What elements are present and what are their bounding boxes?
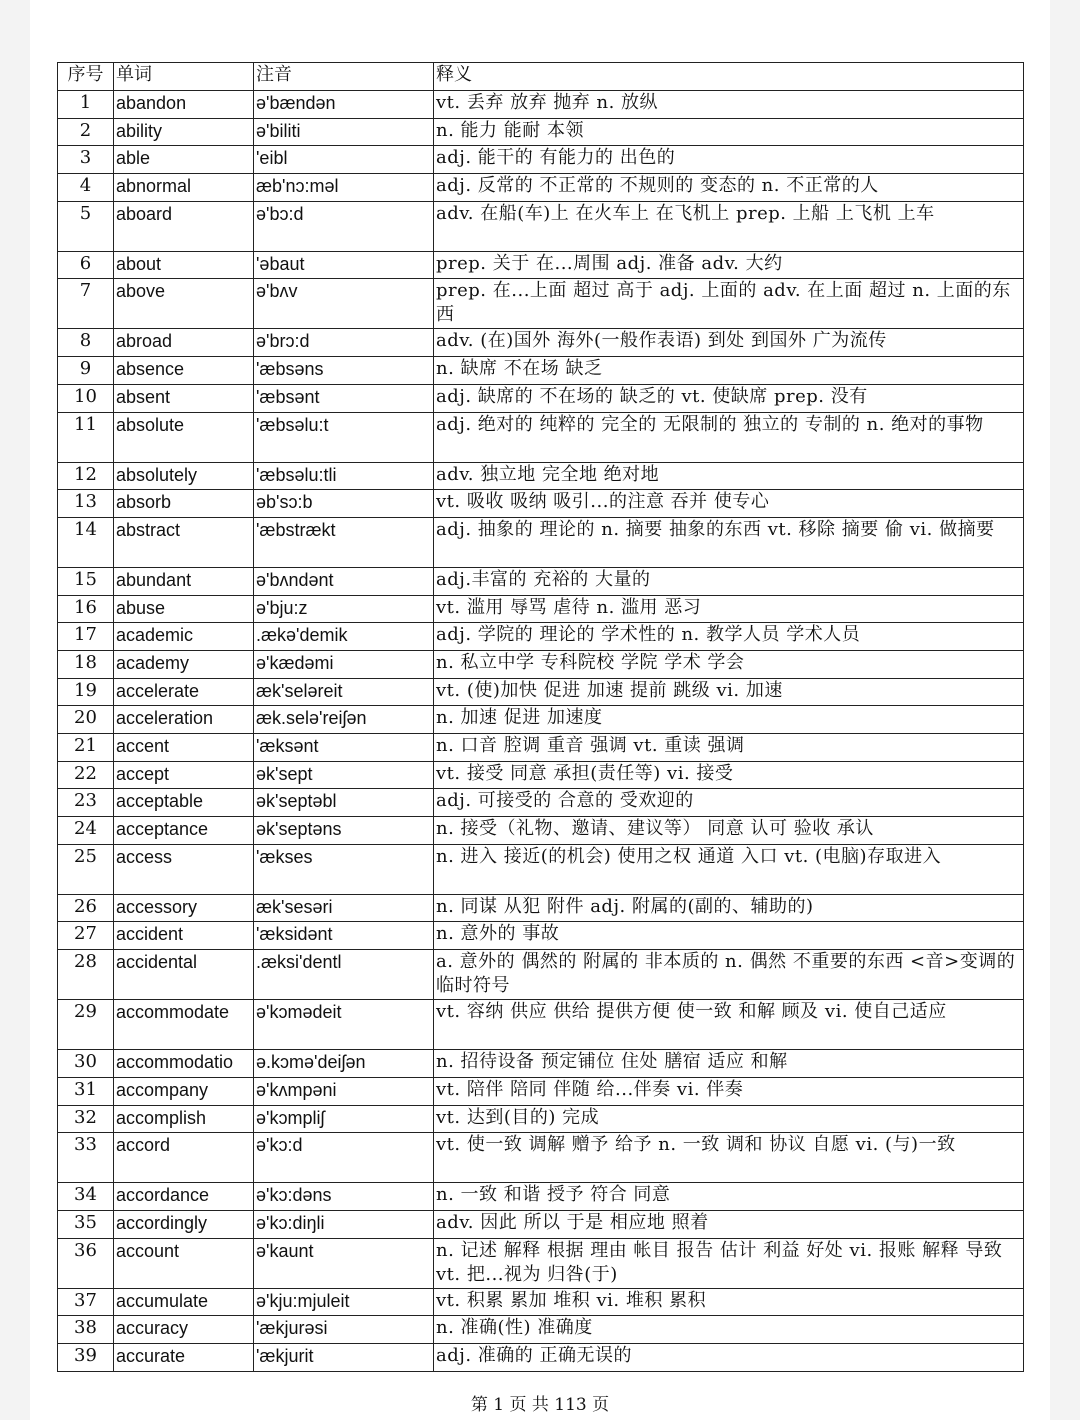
row-definition: n. 记述 解释 根据 理由 帐目 报告 估计 利益 好处 vi. 报账 解释 导致 vt. 把...视为 归咎(于) [434, 1238, 1024, 1288]
row-word: absolutely [114, 462, 254, 490]
row-phonetic: ə.kɔmə'deiʃən [254, 1050, 434, 1078]
row-phonetic: 'æbsəlu:t [254, 412, 434, 462]
row-number: 36 [58, 1238, 114, 1288]
row-word: abstract [114, 517, 254, 567]
row-number: 22 [58, 761, 114, 789]
table-row [58, 357, 1024, 385]
row-word: absence [114, 357, 254, 385]
table-row [58, 567, 1024, 595]
table-row [58, 384, 1024, 412]
row-phonetic: ə'kɔmpliʃ [254, 1105, 434, 1133]
row-word: absent [114, 384, 254, 412]
table-row [58, 1000, 1024, 1050]
row-phonetic: ə'bɔ:d [254, 201, 434, 251]
row-definition: n. 私立中学 专科院校 学院 学术 学会 [434, 650, 1024, 678]
row-phonetic: .æksi'dentl [254, 950, 434, 1000]
row-definition: vt. 容纳 供应 供给 提供方便 使一致 和解 顾及 vi. 使自己适应 [434, 1000, 1024, 1050]
row-word: acceleration [114, 706, 254, 734]
row-number: 35 [58, 1210, 114, 1238]
table-row [58, 678, 1024, 706]
row-word: abnormal [114, 174, 254, 202]
row-word: accomplish [114, 1105, 254, 1133]
row-definition: prep. 在...上面 超过 高于 adj. 上面的 adv. 在上面 超过 n. 上面的东西 [434, 279, 1024, 329]
table-row [58, 595, 1024, 623]
row-definition: adj. 可接受的 合意的 受欢迎的 [434, 789, 1024, 817]
row-definition: n. 能力 能耐 本领 [434, 118, 1024, 146]
row-number: 5 [58, 201, 114, 251]
row-definition: n. 进入 接近(的机会) 使用之权 通道 入口 vt. (电脑)存取进入 [434, 844, 1024, 894]
row-word: accessory [114, 894, 254, 922]
row-word: abandon [114, 91, 254, 119]
row-number: 1 [58, 91, 114, 119]
table-row [58, 412, 1024, 462]
row-number: 39 [58, 1343, 114, 1371]
row-number: 26 [58, 894, 114, 922]
row-phonetic: ə'biliti [254, 118, 434, 146]
row-phonetic: æb'nɔ:məl [254, 174, 434, 202]
row-definition: adv. (在)国外 海外(一般作表语) 到处 到国外 广为流传 [434, 329, 1024, 357]
row-word: aboard [114, 201, 254, 251]
row-number: 28 [58, 950, 114, 1000]
row-word: ability [114, 118, 254, 146]
row-definition: n. 口音 腔调 重音 强调 vt. 重读 强调 [434, 734, 1024, 762]
table-row [58, 517, 1024, 567]
row-number: 24 [58, 817, 114, 845]
table-row [58, 950, 1024, 1000]
row-number: 8 [58, 329, 114, 357]
row-phonetic: 'ækjurit [254, 1343, 434, 1371]
table-row [58, 1050, 1024, 1078]
row-number: 16 [58, 595, 114, 623]
row-number: 10 [58, 384, 114, 412]
row-phonetic: æk'seləreit [254, 678, 434, 706]
row-definition: n. 准确(性) 准确度 [434, 1316, 1024, 1344]
row-word: accordingly [114, 1210, 254, 1238]
table-row [58, 1288, 1024, 1316]
row-number: 30 [58, 1050, 114, 1078]
table-row [58, 1210, 1024, 1238]
table-row [58, 174, 1024, 202]
row-definition: adj. 学院的 理论的 学术性的 n. 教学人员 学术人员 [434, 623, 1024, 651]
row-phonetic: ək'sept [254, 761, 434, 789]
header-phonetic: 注音 [254, 63, 434, 91]
row-definition: vt. 丢弃 放弃 抛弃 n. 放纵 [434, 91, 1024, 119]
row-number: 15 [58, 567, 114, 595]
row-number: 14 [58, 517, 114, 567]
header-number: 序号 [58, 63, 114, 91]
table-header-row [58, 63, 1024, 91]
row-definition: adj. 能干的 有能力的 出色的 [434, 146, 1024, 174]
row-definition: n. 同谋 从犯 附件 adj. 附属的(副的、辅助的) [434, 894, 1024, 922]
row-phonetic: .ækə'demik [254, 623, 434, 651]
row-number: 38 [58, 1316, 114, 1344]
row-number: 29 [58, 1000, 114, 1050]
row-definition: adj. 抽象的 理论的 n. 摘要 抽象的东西 vt. 移除 摘要 偷 vi. 做摘要 [434, 517, 1024, 567]
table-row [58, 1183, 1024, 1211]
row-number: 31 [58, 1077, 114, 1105]
table-row [58, 91, 1024, 119]
row-definition: adv. 独立地 完全地 绝对地 [434, 462, 1024, 490]
table-row [58, 329, 1024, 357]
row-definition: vt. 滥用 辱骂 虐待 n. 滥用 恶习 [434, 595, 1024, 623]
row-word: academy [114, 650, 254, 678]
row-word: accord [114, 1133, 254, 1183]
row-word: accommodatio [114, 1050, 254, 1078]
row-phonetic: 'əbaut [254, 251, 434, 279]
page-footer: 第 1 页 共 113 页 [470, 1395, 610, 1415]
row-word: accordance [114, 1183, 254, 1211]
table-row [58, 734, 1024, 762]
row-number: 7 [58, 279, 114, 329]
row-phonetic: 'æbsənt [254, 384, 434, 412]
row-phonetic: 'æbsəns [254, 357, 434, 385]
document-page [30, 0, 1050, 1420]
row-word: accept [114, 761, 254, 789]
row-definition: adj. 反常的 不正常的 不规则的 变态的 n. 不正常的人 [434, 174, 1024, 202]
row-definition: vt. 使一致 调解 赠予 给予 n. 一致 调和 协议 自愿 vi. (与)一致 [434, 1133, 1024, 1183]
row-phonetic: 'eibl [254, 146, 434, 174]
row-definition: adj. 绝对的 纯粹的 完全的 无限制的 独立的 专制的 n. 绝对的事物 [434, 412, 1024, 462]
row-phonetic: ə'bʌndənt [254, 567, 434, 595]
row-definition: n. 缺席 不在场 缺乏 [434, 357, 1024, 385]
row-phonetic: ək'septəbl [254, 789, 434, 817]
row-phonetic: æk.selə'reiʃən [254, 706, 434, 734]
table-row [58, 201, 1024, 251]
row-number: 11 [58, 412, 114, 462]
row-definition: n. 意外的 事故 [434, 922, 1024, 950]
row-definition: n. 接受（礼物、邀请、建议等） 同意 认可 验收 承认 [434, 817, 1024, 845]
row-phonetic: 'æksənt [254, 734, 434, 762]
row-phonetic: ə'kaunt [254, 1238, 434, 1288]
row-number: 19 [58, 678, 114, 706]
row-number: 3 [58, 146, 114, 174]
row-number: 12 [58, 462, 114, 490]
row-number: 9 [58, 357, 114, 385]
row-number: 20 [58, 706, 114, 734]
row-phonetic: 'æbstrækt [254, 517, 434, 567]
row-number: 25 [58, 844, 114, 894]
row-word: absorb [114, 490, 254, 518]
table-row [58, 817, 1024, 845]
row-number: 32 [58, 1105, 114, 1133]
row-word: acceptable [114, 789, 254, 817]
row-phonetic: ə'kʌmpəni [254, 1077, 434, 1105]
row-phonetic: ə'kædəmi [254, 650, 434, 678]
row-definition: adv. 因此 所以 于是 相应地 照着 [434, 1210, 1024, 1238]
row-phonetic: ə'bændən [254, 91, 434, 119]
row-definition: adj. 缺席的 不在场的 缺乏的 vt. 使缺席 prep. 没有 [434, 384, 1024, 412]
row-definition: vt. 积累 累加 堆积 vi. 堆积 累积 [434, 1288, 1024, 1316]
row-word: accuracy [114, 1316, 254, 1344]
row-definition: prep. 关于 在...周围 adj. 准备 adv. 大约 [434, 251, 1024, 279]
row-phonetic: 'ækjurəsi [254, 1316, 434, 1344]
row-definition: vt. 陪伴 陪同 伴随 给...伴奏 vi. 伴奏 [434, 1077, 1024, 1105]
row-word: access [114, 844, 254, 894]
row-definition: n. 加速 促进 加速度 [434, 706, 1024, 734]
row-definition: n. 一致 和谐 授予 符合 同意 [434, 1183, 1024, 1211]
row-phonetic: ə'kju:mjuleit [254, 1288, 434, 1316]
row-word: accumulate [114, 1288, 254, 1316]
table-row [58, 462, 1024, 490]
row-word: accompany [114, 1077, 254, 1105]
row-phonetic: ə'kɔ:dəns [254, 1183, 434, 1211]
table-row [58, 761, 1024, 789]
row-number: 34 [58, 1183, 114, 1211]
row-number: 23 [58, 789, 114, 817]
row-definition: adj.丰富的 充裕的 大量的 [434, 567, 1024, 595]
row-number: 4 [58, 174, 114, 202]
table-row [58, 118, 1024, 146]
table-row [58, 279, 1024, 329]
table-row [58, 251, 1024, 279]
table-row [58, 650, 1024, 678]
table-body [58, 91, 1024, 1372]
row-number: 27 [58, 922, 114, 950]
row-number: 6 [58, 251, 114, 279]
table-row [58, 1238, 1024, 1288]
row-number: 2 [58, 118, 114, 146]
row-phonetic: ək'septəns [254, 817, 434, 845]
table-row [58, 789, 1024, 817]
table-row [58, 490, 1024, 518]
table-row [58, 1133, 1024, 1183]
row-word: abuse [114, 595, 254, 623]
row-word: about [114, 251, 254, 279]
row-phonetic: ə'brɔ:d [254, 329, 434, 357]
row-word: accurate [114, 1343, 254, 1371]
table-row [58, 1343, 1024, 1371]
row-word: accelerate [114, 678, 254, 706]
row-number: 33 [58, 1133, 114, 1183]
row-phonetic: ə'bʌv [254, 279, 434, 329]
row-definition: vt. (使)加快 促进 加速 提前 跳级 vi. 加速 [434, 678, 1024, 706]
table-row [58, 706, 1024, 734]
row-word: accent [114, 734, 254, 762]
row-word: abroad [114, 329, 254, 357]
row-number: 18 [58, 650, 114, 678]
row-definition: vt. 达到(目的) 完成 [434, 1105, 1024, 1133]
header-word: 单词 [114, 63, 254, 91]
table-row [58, 922, 1024, 950]
row-word: able [114, 146, 254, 174]
row-phonetic: 'æbsəlu:tli [254, 462, 434, 490]
row-word: acceptance [114, 817, 254, 845]
row-word: accidental [114, 950, 254, 1000]
row-word: account [114, 1238, 254, 1288]
row-phonetic: æk'sesəri [254, 894, 434, 922]
row-phonetic: ə'kɔ:diŋli [254, 1210, 434, 1238]
row-phonetic: 'ækses [254, 844, 434, 894]
table-row [58, 844, 1024, 894]
header-definition: 释义 [434, 63, 1024, 91]
row-definition: adv. 在船(车)上 在火车上 在飞机上 prep. 上船 上飞机 上车 [434, 201, 1024, 251]
row-definition: vt. 接受 同意 承担(责任等) vi. 接受 [434, 761, 1024, 789]
row-number: 37 [58, 1288, 114, 1316]
row-phonetic: ə'kɔmədeit [254, 1000, 434, 1050]
row-phonetic: əb'sɔ:b [254, 490, 434, 518]
row-definition: a. 意外的 偶然的 附属的 非本质的 n. 偶然 不重要的东西 <音>变调的临时符号 [434, 950, 1024, 1000]
row-word: above [114, 279, 254, 329]
table-row [58, 146, 1024, 174]
row-definition: n. 招待设备 预定铺位 住处 膳宿 适应 和解 [434, 1050, 1024, 1078]
row-word: accident [114, 922, 254, 950]
row-phonetic: ə'bju:z [254, 595, 434, 623]
row-number: 21 [58, 734, 114, 762]
row-word: abundant [114, 567, 254, 595]
table-row [58, 1316, 1024, 1344]
row-phonetic: ə'kɔ:d [254, 1133, 434, 1183]
table-row [58, 623, 1024, 651]
row-definition: adj. 准确的 正确无误的 [434, 1343, 1024, 1371]
row-word: accommodate [114, 1000, 254, 1050]
row-number: 13 [58, 490, 114, 518]
vocabulary-table [57, 62, 1024, 1372]
table-row [58, 894, 1024, 922]
table-row [58, 1105, 1024, 1133]
row-phonetic: 'æksidənt [254, 922, 434, 950]
row-definition: vt. 吸收 吸纳 吸引...的注意 吞并 使专心 [434, 490, 1024, 518]
table-row [58, 1077, 1024, 1105]
row-word: academic [114, 623, 254, 651]
row-word: absolute [114, 412, 254, 462]
row-number: 17 [58, 623, 114, 651]
